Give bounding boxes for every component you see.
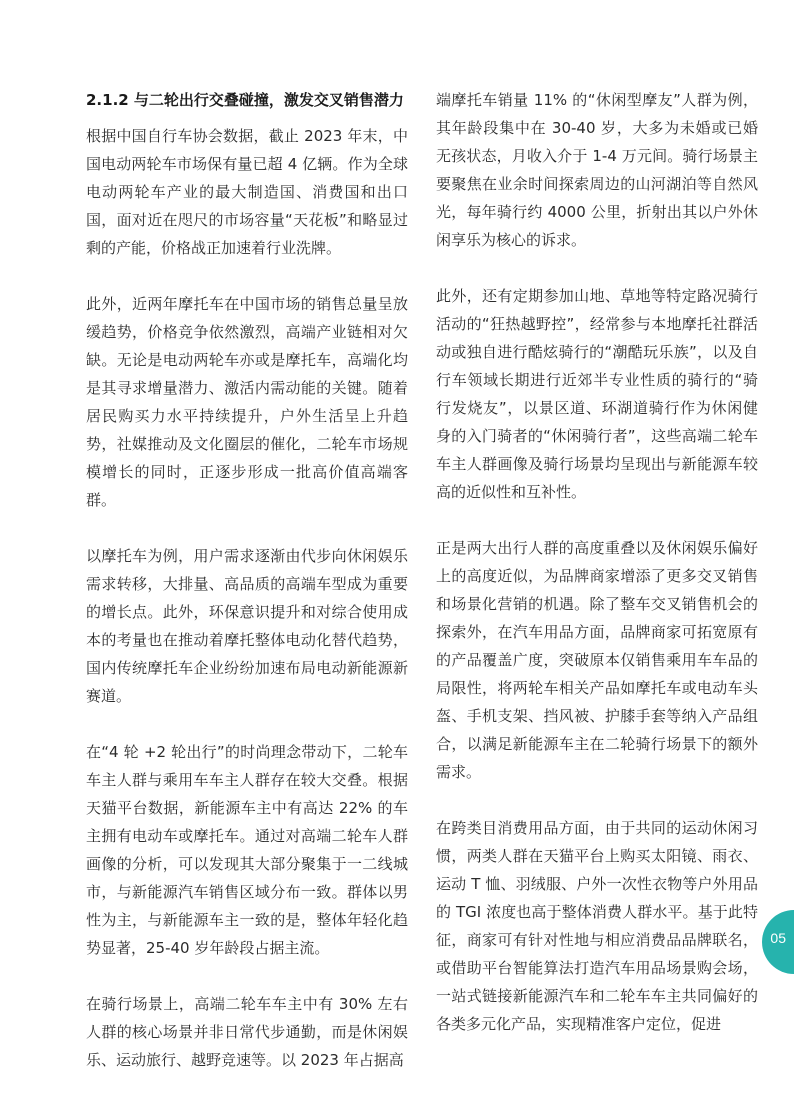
left-column (86, 86, 408, 1102)
paragraph: 以摩托车为例，用户需求逐渐由代步向休闲娱乐需求转移，大排量、高品质的高端车型成为重要的增长点。此外，环保意识提升和对综合使用成本的考量也在推动着摩托整体电动化替代趋势，国内传统摩托车企业纷纷加速布局电动新能源新赛道。 (86, 547, 408, 705)
paragraph: 在跨类目消费用品方面，由于共同的运动休闲习惯，两类人群在天猫平台上购买太阳镜、雨衣、运动 T 恤、羽绒服、户外一次性衣物等户外用品的 TGI 浓度也高于整体消费人群水平。基于此特征，商家可有针对性地与相应消费品品牌联名，或借助平台智能算法打造汽车用品场景购会场，一站式链接新能源汽车和二轮车车主共同偏好的各类多元化产品，实现精准客户定位，促进 (436, 819, 758, 1033)
paragraph: 根据中国自行车协会数据，截止 2023 年末，中国电动两轮车市场保有量已超 4 亿辆。作为全球电动两轮车产业的最大制造国、消费国和出口国，面对近在咫尺的市场容量“天花板”和略显过剩的产能，价格战正加速着行业洗牌。 (86, 127, 408, 257)
paragraph: 在骑行场景上，高端二轮车车主中有 30% 左右人群的核心场景并非日常代步通勤，而是休闲娱乐、运动旅行、越野竞速等。以 2023 年占据高 (86, 995, 408, 1069)
right-column (436, 86, 758, 1066)
paragraph: 在“4 轮 +2 轮出行”的时尚理念带动下，二轮车车主人群与乘用车车主人群存在较大交叠。根据天猫平台数据，新能源车主中有高达 22% 的车主拥有电动车或摩托车。通过对高端二轮车人群画像的分析，可以发现其大部分聚集于一二线城市，与新能源汽车销售区域分布一致。群体以男性为主，与新能源车主一致的是，整体年轻化趋势显著，25-40 岁年龄段占据主流。 (86, 743, 408, 957)
paragraph: 端摩托车销量 11% 的“休闲型摩友”人群为例，其年龄段集中在 30-40 岁，大多为未婚或已婚无孩状态，月收入介于 1-4 万元间。骑行场景主要聚焦在业余时间探索周边的山河湖泊等自然风光，每年骑行约 4000 公里，折射出其以户外休闲享乐为核心的诉求。 (436, 91, 758, 249)
paragraph: 此外，还有定期参加山地、草地等特定路况骑行活动的“狂热越野控”，经常参与本地摩托社群活动或独自进行酷炫骑行的“潮酷玩乐族”，以及自行车领域长期进行近郊半专业性质的骑行的“骑行发烧友”，以景区道、环湖道骑行作为休闲健身的入门骑者的“休闲骑行者”，这些高端二轮车车主人群画像及骑行场景均呈现出与新能源车较高的近似性和互补性。 (436, 287, 758, 501)
page-number: 05 (770, 930, 786, 946)
paragraph: 正是两大出行人群的高度重叠以及休闲娱乐偏好上的高度近似，为品牌商家增添了更多交叉销售和场景化营销的机遇。除了整车交叉销售机会的探索外，在汽车用品方面，品牌商家可拓宽原有的产品覆盖广度，突破原本仅销售乘用车车品的局限性，将两轮车相关产品如摩托车或电动车头盔、手机支架、挡风被、护膝手套等纳入产品组合，以满足新能源车主在二轮骑行场景下的额外需求。 (436, 539, 758, 781)
paragraph: 此外，近两年摩托车在中国市场的销售总量呈放缓趋势，价格竞争依然激烈，高端产业链相对欠缺。无论是电动两轮车亦或是摩托车，高端化均是其寻求增量潜力、激活内需动能的关键。随着居民购买力水平持续提升，户外生活呈上升趋势，社媒推动及文化圈层的催化，二轮车市场规模增长的同时，正逐步形成一批高价值高端客群。 (86, 295, 408, 509)
section-heading: 2.1.2 与二轮出行交叠碰撞，激发交叉销售潜力 (86, 91, 404, 109)
